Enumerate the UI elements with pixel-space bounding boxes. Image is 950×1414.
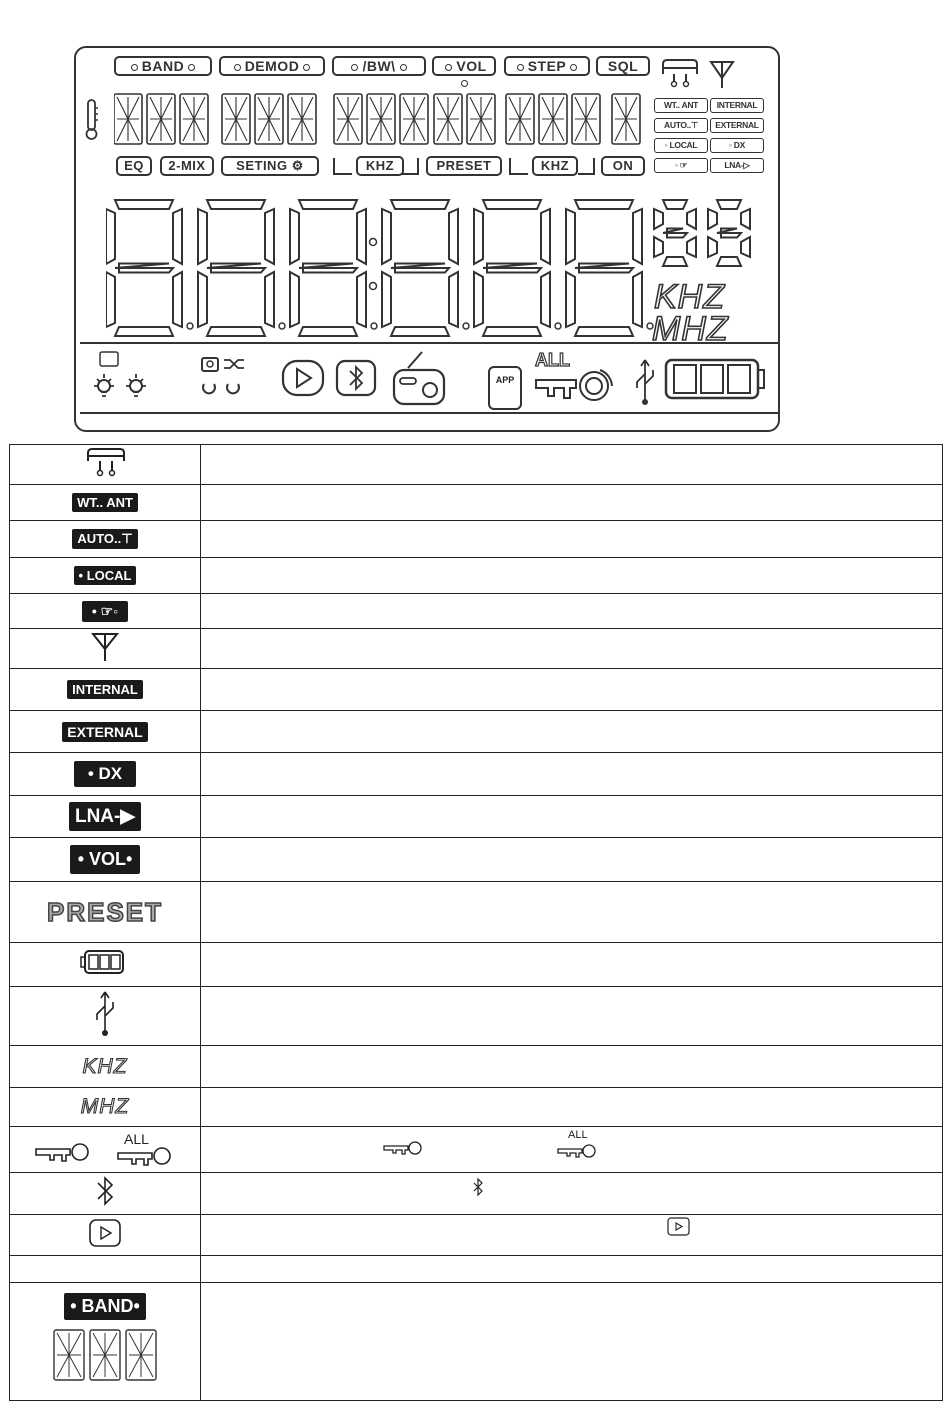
table-row xyxy=(10,1173,943,1215)
segment-cell xyxy=(400,94,428,144)
row-description xyxy=(201,1173,943,1215)
earphone-icon xyxy=(74,445,136,479)
segment-cell xyxy=(114,94,142,144)
radio-icon xyxy=(388,348,450,408)
segment-cell xyxy=(222,94,250,144)
all-label: ALL xyxy=(124,1131,149,1147)
wt-ant-tag: WT.. ANT xyxy=(654,98,708,113)
segment-cell xyxy=(180,94,208,144)
battery-icon xyxy=(662,356,772,404)
seven-segment-digit xyxy=(708,200,750,266)
play-icon xyxy=(88,1218,122,1248)
auto-antenna-tag: AUTO..⊤ xyxy=(654,118,708,133)
segment-cell xyxy=(612,94,640,144)
seven-segment-digit xyxy=(474,200,550,336)
on-label: ON xyxy=(601,156,645,176)
antenna-icon xyxy=(90,629,120,663)
row-description xyxy=(201,1046,943,1088)
repeat-shuffle-icon xyxy=(198,352,250,402)
table-row xyxy=(10,445,943,485)
key-all-icon xyxy=(556,1141,602,1161)
wt-ant-tag: WT.. ANT xyxy=(72,493,138,512)
row-description xyxy=(201,943,943,987)
row-description xyxy=(201,1215,943,1256)
seven-segment-digit xyxy=(654,200,696,266)
internal-tag: INTERNAL xyxy=(67,680,143,699)
key-lock-icons xyxy=(30,1127,180,1167)
table-row xyxy=(10,485,943,521)
khz-unit: KHZ xyxy=(82,1054,128,1078)
segment-cell xyxy=(434,94,462,144)
table-row xyxy=(10,1256,943,1283)
key-icon xyxy=(382,1138,428,1158)
bluetooth-icon xyxy=(93,1173,117,1209)
segment-cell xyxy=(126,1330,156,1380)
local-tag: ◦ LOCAL xyxy=(654,138,708,153)
row-description xyxy=(201,1256,943,1283)
row-description xyxy=(201,796,943,838)
segment-cell xyxy=(572,94,600,144)
seven-segment-digit xyxy=(382,200,458,336)
touch-tag: • ☞◦ xyxy=(82,601,128,622)
lna-tag: LNA-▶ xyxy=(69,802,141,831)
table-row xyxy=(10,1215,943,1256)
row-description xyxy=(201,1088,943,1127)
bluetooth-inline-icon xyxy=(471,1177,485,1199)
seven-segment-digit xyxy=(566,200,642,336)
battery-icon xyxy=(80,947,130,977)
external-tag: EXTERNAL xyxy=(62,722,147,742)
play-icon xyxy=(280,358,330,398)
step-label: STEP xyxy=(504,56,590,76)
khz-unit: KHZ xyxy=(654,278,725,316)
band-segment-display xyxy=(50,1328,160,1384)
segment-cell xyxy=(506,94,534,144)
dx-tag: • DX xyxy=(74,761,136,787)
row-description xyxy=(201,753,943,796)
table-row xyxy=(10,838,943,882)
table-row xyxy=(10,1283,943,1401)
table-row xyxy=(10,943,943,987)
band-label: BAND xyxy=(114,56,212,76)
mhz-unit: MHZ xyxy=(80,1095,130,1118)
usb-icon xyxy=(90,989,120,1039)
row-description xyxy=(201,485,943,521)
table-row xyxy=(10,987,943,1046)
bluetooth-icon xyxy=(334,358,380,398)
table-row xyxy=(10,882,943,943)
table-row xyxy=(10,1046,943,1088)
row-description xyxy=(201,445,943,485)
seven-segment-digit xyxy=(290,200,366,336)
bandwidth-label: /BW\ xyxy=(332,56,426,76)
dx-tag: ◦ DX xyxy=(710,138,764,153)
segment-cell xyxy=(288,94,316,144)
segment-cell xyxy=(147,94,175,144)
key-lock-icon xyxy=(532,366,642,410)
table-row xyxy=(10,558,943,594)
segment-cell xyxy=(255,94,283,144)
touch-tag: ◦ ☞ xyxy=(654,158,708,173)
segment-cell xyxy=(367,94,395,144)
setting-label: SETING ⚙ xyxy=(221,156,319,176)
all-label: ALL xyxy=(535,350,570,370)
thermometer-icon xyxy=(84,98,100,142)
khz-label-right: KHZ xyxy=(532,156,578,176)
table-row xyxy=(10,629,943,669)
vol-tag: • VOL• xyxy=(70,845,141,874)
lna-tag: LNA-▷ xyxy=(710,158,764,173)
earphone-icon xyxy=(659,56,749,90)
row-description xyxy=(201,669,943,711)
table-row xyxy=(10,753,943,796)
play-inline-icon xyxy=(667,1217,691,1237)
row-description xyxy=(201,521,943,558)
legend-table xyxy=(9,444,943,1401)
eq-label: EQ xyxy=(116,156,152,176)
segment-cell xyxy=(54,1330,84,1380)
table-row xyxy=(10,796,943,838)
table-row xyxy=(10,594,943,629)
row-description xyxy=(201,838,943,882)
vol-label: VOL xyxy=(432,56,496,76)
table-row xyxy=(10,1127,943,1173)
row-description xyxy=(201,629,943,669)
light-bulbs-icon xyxy=(92,348,172,408)
app-icon: APP xyxy=(488,366,522,410)
seven-segment-digit xyxy=(198,200,274,336)
table-row xyxy=(10,1088,943,1127)
band-tag: • BAND• xyxy=(64,1293,146,1320)
auto-antenna-tag: AUTO..⊤ xyxy=(72,529,137,549)
mhz-unit: MHZ xyxy=(652,310,729,348)
row-description xyxy=(201,882,943,943)
segment-cell xyxy=(334,94,362,144)
preset-label: PRESET xyxy=(426,156,502,176)
row-description xyxy=(201,558,943,594)
row-description xyxy=(201,1127,943,1173)
seven-segment-digit xyxy=(106,200,182,336)
segment-cell xyxy=(90,1330,120,1380)
table-row xyxy=(10,669,943,711)
row-description xyxy=(201,987,943,1046)
alphanumeric-display xyxy=(114,90,644,148)
usb-icon xyxy=(633,358,657,408)
table-row xyxy=(10,521,943,558)
row-description xyxy=(201,594,943,629)
row-description xyxy=(201,1283,943,1401)
icon-strip xyxy=(80,342,778,414)
external-tag: EXTERNAL xyxy=(710,118,764,133)
khz-label-left: KHZ xyxy=(356,156,404,176)
demod-label: DEMOD xyxy=(219,56,325,76)
segment-cell xyxy=(539,94,567,144)
local-tag: • LOCAL xyxy=(74,566,137,585)
two-mix-label: 2-MIX xyxy=(160,156,214,176)
table-row xyxy=(10,711,943,753)
row-description xyxy=(201,711,943,753)
internal-tag: INTERNAL xyxy=(710,98,764,113)
segment-cell xyxy=(467,94,495,144)
sql-label: SQL xyxy=(596,56,650,76)
preset-tag: PRESET xyxy=(46,896,164,927)
all-label-inline: ALL xyxy=(568,1129,588,1141)
